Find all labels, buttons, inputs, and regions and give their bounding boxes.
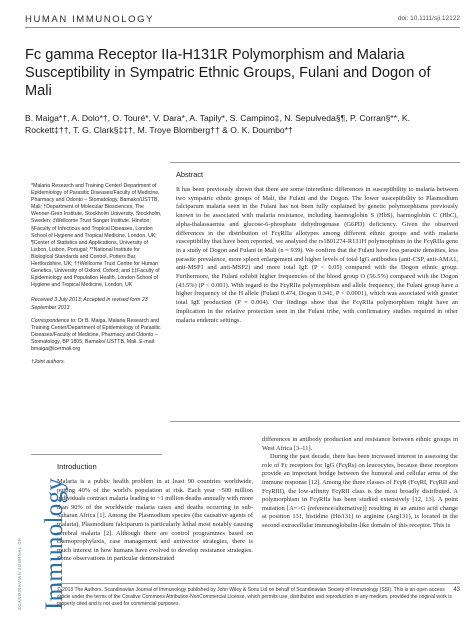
joint-authors-note: †Joint authors. — [31, 359, 66, 366]
sidebar-info — [31, 183, 162, 366]
introduction-heading: Introduction — [57, 462, 97, 471]
body-column-right — [262, 436, 458, 531]
abstract-text: It has been previously shown that there are some interethnic differences in susceptibility to malaria between two sympatric ethnic groups of Mali, the Fulani and the Dogon. The lower susceptibility to Plasmodium falciparum malaria seen in the Fulani has not been fully explained by genetic polymorphisms previously known to be associated with malaria resistance, including haemoglobin S (HbS), haemoglobin C (HbC), alpha-thalassaemia and glucose-6-phosphate dehydrogenase (G6PD) deficiency. Given the observed differences in the distribution of FcγRIIa allotypes among different ethnic groups and with malaria susceptibility that have been reported, we analysed the rs1801274-R131H polymorphism in the FcγRIIa gene in a study of Dogon and Fulani in Mali (n = 939). We confirm that the Fulani have less parasite densities, less parasite prevalence, more spleen enlargement and higher levels of total IgG antibodies (anti-CSP, anti-AMA1, anti-MSP1 and anti-MSP2) and more total IgE (P < 0.05) compared with the Dogon ethnic group. Furthermore, the Fulani exhibit higher frequencies of the blood group O (56.5%) compared with the Dogon (43.5%) (P < 0.001). With regard to the FcγRIIa polymorphism and allele frequency, the Fulani group have a higher frequency of the H allele (Fulani 0.474, Dogon 0.341, P < 0.0001), which was associated with greater total IgE production (P = 0.004). Our findings show that the FcγRIIa polymorphism might have an implication in the relative protection seen in the Fulani tribe, with confirmatory studies required in other malaria endemic settings. — [176, 186, 458, 324]
received-dates: Received 3 July 2013; Accepted in revised form 23 September 2013 — [31, 297, 148, 311]
footer-rule — [57, 583, 460, 584]
body-column-left: Malaria is a public health problem in at least 90 countries worldwide, putting 40% of the world's population at risk. Each year ~500 million individuals contract malaria leading to ~1 million deaths annually with more than 90% of the worldwide malaria cases and deaths occurring in sub-Saharan Africa [1]. Among the Plasmodium species (the causative agents of malaria), Plasmodium falciparum is particularly lethal most notably causing cerebral malaria [2]. Although there are control programmes based on chemoprophylaxis, case management and antivector strategies, there is much interest in how humans have evolved to develop resistance strategies. Some observations in particular demonstrated — [57, 478, 253, 563]
author-list: B. Maiga*†, A. Dolo*†, O. Touré*, V. Dara*, A. Tapily*, S. Campino‡, N. Sepulveda§¶, P. Corran§**, K. Rockett‡††, T. G. Clark§‡‡†, M. Troye Blomberg†† & O. K. Doumbo*† — [25, 113, 411, 135]
page-number: 43 — [453, 587, 460, 593]
correspondence-block — [31, 318, 162, 353]
abstract-heading: Abstract — [176, 170, 204, 179]
copyright-footer: © 2013 The Authors. Scandinavian Journal of Immunology published by John Wiley & Sons Ltd on behalf of Scandinavian Society of Immunology (SSI). This is an open access article under the terms of the Creative Commons Attribution-NonCommercial License, which permits use, distribution and reproduction in any medium, provided the original work is properly cited and is not used for commercial purposes. — [57, 587, 452, 607]
spine-subtitle: SCANDINAVIAN JOURNAL OF — [17, 537, 22, 610]
header-rule — [25, 27, 460, 28]
abstract-bottom-rule — [170, 421, 460, 422]
journal-name: HUMAN IMMUNOLOGY — [25, 14, 155, 25]
affiliations: *Malaria Research and Training Center/ Department of Epidemiology of Parasitic Diseases/Faculty of Medicine, Pharmacy and Odonto – Stomatology, Bamako/USTTB, Mali; †Department of Molecular Biosciences, The Wenner-Gren Institute, Stockholm University, Stockholm, Sweden; ‡Wellcome Trust Sanger Institute, Hinxton; §Faculty of Infectious and Tropical Diseases, London School of Hygiene and Tropical Medicine, London, UK; ¶Center of Statistics and Applications, University of Lisbon, Lisbon, Portugal; **National Institute for Biological Standards and Control, Potters Bar, Hertfordshire, UK; ††Wellcome Trust Centre for Human Genetics, University of Oxford, Oxford; and ‡‡Faculty of Epidemiology and Population Health, London School of Hygiene and Tropical Medicine, London, UK — [31, 183, 162, 289]
spine-title: Immunology — [41, 477, 68, 610]
correspondence-text: Dr B. Maiga, Malaria Research and Training Center/Department of Epidemiology of Parasitic Diseases/Faculty of Medicine, Pharmacy and Odonto – Stomatology, BP 1805, Bamako/ USTTB, Mali. E-mail: bmaiga@icermali.org — [31, 317, 161, 352]
correspondence-label: Correspondence to: — [31, 317, 77, 324]
body-paragraph: During the past decade, there has been increased interest in assessing the role of Fc receptors for IgG (FcγRs) on leucocytes, because these receptors provide an important bridge between the humoral and cellular arms of the immune response [12]. Among the three classes of FcγR (FcγRI, FcγRII and FcγRIII), the low-affinity FcγRII class is the most broadly distributed. A polymorphism in FcγRIIa has been studied extensively [12, 13]. A point mutation [A=>G (reference/alternative)] resulting in an amino acid change at position 131, histidine (His131) to arginine (Arg131), is located in the second extracellular immunoglobulin-like domain of this receptor. This is — [262, 453, 458, 529]
body-paragraph: differences in antibody production and resistance between ethnic groups in West Africa [3–11]. — [262, 436, 458, 452]
abstract-top-rule — [170, 162, 460, 163]
sidebar-rule — [31, 454, 162, 455]
article-title: Fc gamma Receptor IIa-H131R Polymorphism and Malaria Susceptibility in Sympatric Ethnic Groups, Fulani and Dogon of Mali — [25, 47, 431, 99]
journal-spine-logo — [8, 460, 68, 610]
doi-link[interactable]: doi: 10.1111/sji.12122 — [397, 15, 460, 22]
